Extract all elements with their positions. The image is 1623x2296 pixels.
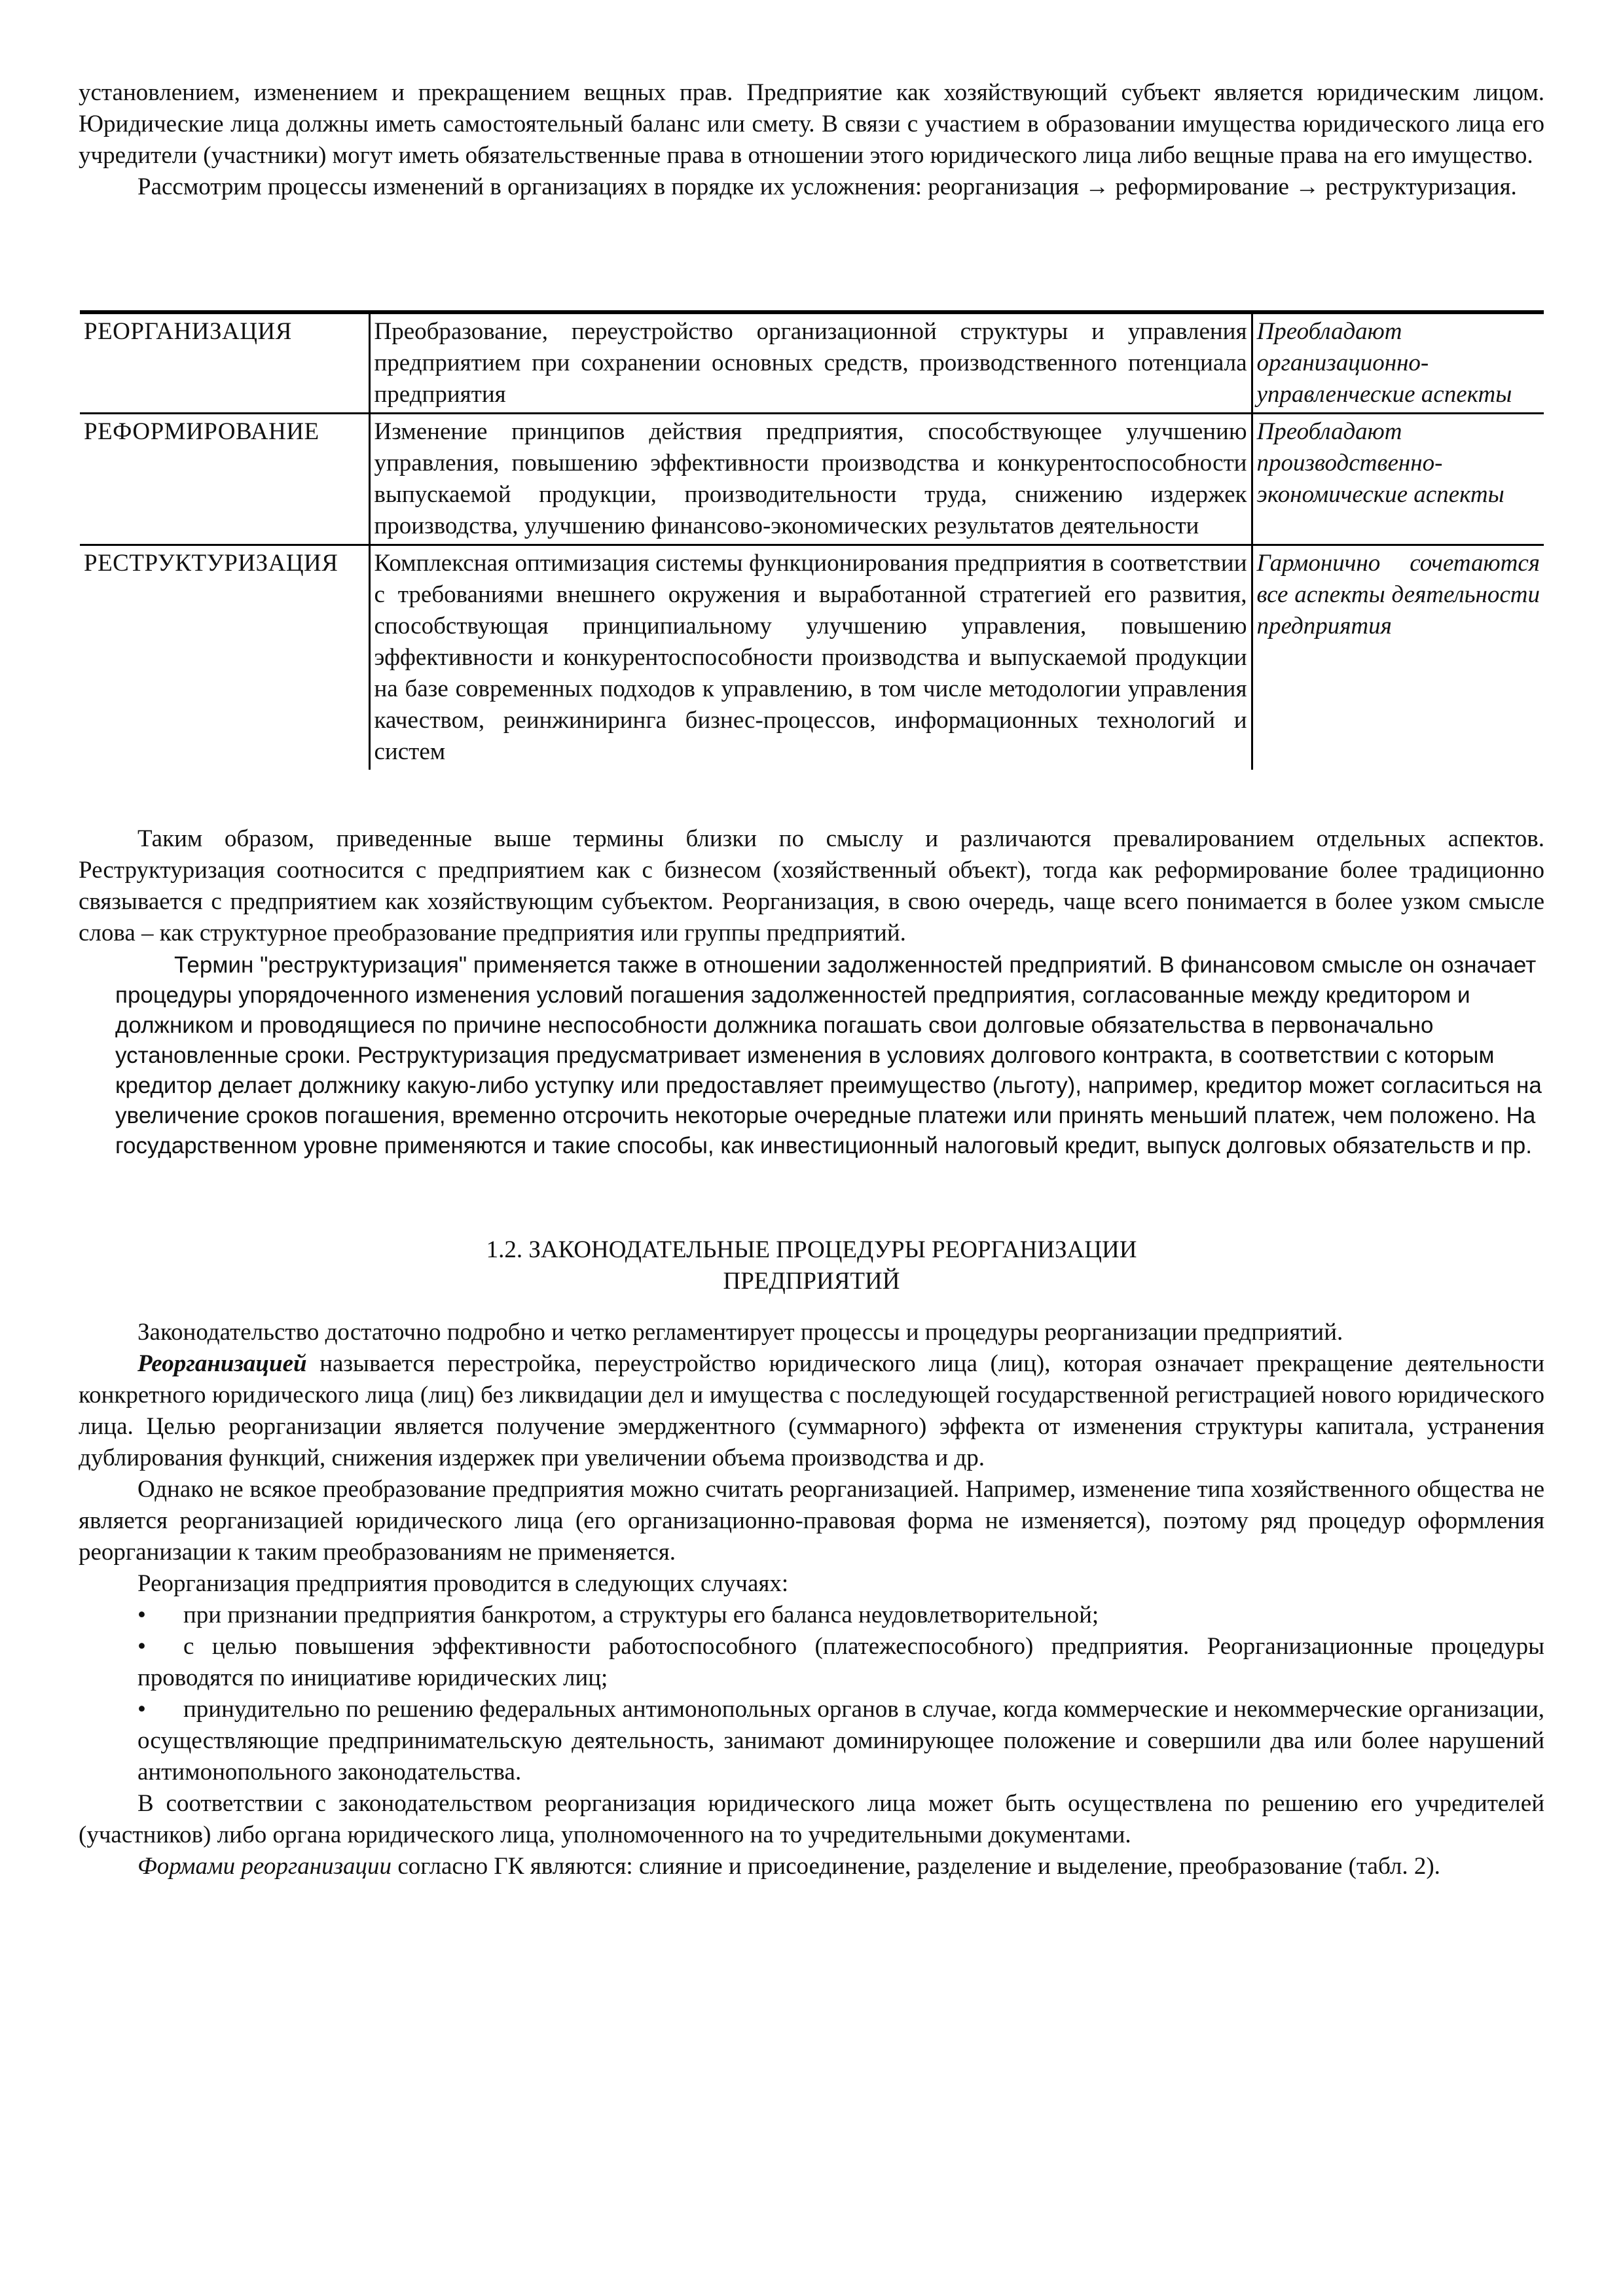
after-table-section <box>79 823 1544 949</box>
aspect-cell: Преобладают организационно-управленческие аспекты <box>1252 312 1544 414</box>
section-paragraph-3: Однако не всякое преобразование предприятия можно считать реорганизацией. Например, изменение типа хозяйственного общества не является реорганизацией юридического лица (его организационно-правовая форма не изменяется), поэтому ряд процедур оформления реорганизации к таким преобразованиям не применяется. <box>79 1476 1544 1566</box>
definition-cell: Изменение принципов действия предприятия, способствующее улучшению управления, повышению эффективности производства и конкурентоспособности выпускаемой продукции, производительности труда, снижению издержек производства, улучшению финансово-экономических результатов деятельности <box>369 414 1252 545</box>
list-item-text: при признании предприятия банкротом, а структуры его баланса неудовлетворительной; <box>183 1602 1099 1628</box>
section-paragraph-2-text: называется перестройка, переустройство юридического лица (лиц), которая означает прекращение деятельности конкретного юридического лица (лиц) без ликвидации дел и имущества с последующей государственной регистрацией нового юридического лица. Целью реорганизации является получение эмерджентного (суммарного) эффекта от изменения структуры капитала, устранения дублирования функций, снижения издержек при увеличении объема производства и др. <box>79 1350 1544 1471</box>
list-item-text: принудительно по решению федеральных антимонопольных органов в случае, когда коммерческие и некоммерческие организации, осуществляющие предпринимательскую деятельность, занимают доминирующее положение и совершили два или более нарушений антимонопольного законодательства. <box>137 1696 1544 1785</box>
section-paragraph-5: В соответствии с законодательством реорганизация юридического лица может быть осуществлена по решению его учредителей (участников) либо органа юридического лица, уполномоченного на то учредительными документами. <box>79 1790 1544 1848</box>
section-paragraph-4: Реорганизация предприятия проводится в следующих случаях: <box>137 1570 789 1597</box>
intro-paragraph-2: Рассмотрим процессы изменений в организациях в порядке их усложнения: реорганизация → реформирование → реструктуризация. <box>137 173 1517 200</box>
bullet-icon: • <box>137 1696 146 1723</box>
section-body <box>79 1317 1544 1882</box>
table-row <box>80 312 1544 414</box>
section-paragraph-6 <box>79 1851 1544 1882</box>
bullet-icon: • <box>137 1602 146 1628</box>
section-paragraph-6-text: согласно ГК являются: слияние и присоединение, разделение и выделение, преобразование (табл. 2). <box>392 1853 1440 1880</box>
debt-restructuring-section <box>115 950 1542 1161</box>
term-cell: РЕСТРУКТУРИЗАЦИЯ <box>80 545 369 770</box>
section-paragraph-2 <box>79 1348 1544 1474</box>
table-row <box>80 545 1544 770</box>
list-item <box>79 1600 1544 1631</box>
section-heading <box>79 1234 1544 1297</box>
intro-paragraph-1: установлением, изменением и прекращением вещных прав. Предприятие как хозяйствующий субъект является юридическим лицом. Юридические лица должны иметь самостоятельный баланс или смету. В связи с участием в образовании имущества юридического лица его учредители (участники) могут иметь обязательственные права в отношении этого юридического лица либо вещные права на его имущество. <box>79 79 1544 169</box>
term-forms: Формами реорганизации <box>137 1853 392 1880</box>
intro-section <box>79 77 1544 203</box>
bullet-icon: • <box>137 1633 146 1660</box>
summary-paragraph: Таким образом, приведенные выше термины близки по смыслу и различаются превалированием отдельных аспектов. Реструктуризация соотносится с предприятием как с бизнесом (хозяйственный объект), тогда как реформирование более традиционно связывается с предприятием как хозяйствующим субъектом. Реорганизация, в свою очередь, чаще всего понимается в более узком смысле слова – как структурное преобразование предприятия или группы предприятий. <box>79 825 1544 946</box>
list-item <box>79 1694 1544 1788</box>
aspect-cell: Преобладают производственно-экономические аспекты <box>1252 414 1544 545</box>
list-item <box>79 1631 1544 1694</box>
section-heading-line-1: 1.2. ЗАКОНОДАТЕЛЬНЫЕ ПРОЦЕДУРЫ РЕОРГАНИЗАЦИИ <box>486 1236 1137 1263</box>
debt-restructuring-paragraph: Термин "реструктуризация" применяется также в отношении задолженностей предприятий. В финансовом смысле он означает процедуры упорядоченного изменения условий погашения задолженностей предприятия, согласованные между кредитором и должником и проводящиеся по причине неспособности должника погашать свои долговые обязательства в первоначально установленные сроки. Реструктуризация предусматривает изменения в условиях долгового контракта, в соответствии с которым кредитор делает должнику какую-либо уступку или предоставляет преимущество (льготу), например, кредитор может согласиться на увеличение сроков погашения, временно отсрочить некоторые очередные платежи или принять меньший платеж, чем положено. На государственном уровне применяются и такие способы, как инвестиционный налоговый кредит, выпуск долговых обязательств и пр. <box>115 952 1542 1158</box>
definition-cell: Преобразование, переустройство организационной структуры и управления предприятием при сохранении основных средств, производственного потенциала предприятия <box>369 312 1252 414</box>
term-cell: РЕФОРМИРОВАНИЕ <box>80 414 369 545</box>
aspect-cell: Гармонично сочетаются все аспекты деятельности предприятия <box>1252 545 1544 770</box>
definition-cell: Комплексная оптимизация системы функционирования предприятия в соответствии с требованиями внешнего окружения и выработанной стратегией его развития, способствующая принципиальному улучшению управления, повышению эффективности и конкурентоспособности производства и выпускаемой продукции на базе современных подходов к управлению, в том числе методологии управления качеством, реинжиниринга бизнес-процессов, информационных технологий и систем <box>369 545 1252 770</box>
section-paragraph-1: Законодательство достаточно подробно и четко регламентирует процессы и процедуры реорганизации предприятий. <box>137 1319 1343 1346</box>
table-row <box>80 414 1544 545</box>
term-reorganization: Реорганизацией <box>137 1350 307 1377</box>
terms-table <box>80 310 1544 770</box>
list-item-text: с целью повышения эффективности работоспособного (платежеспособного) предприятия. Реорганизационные процедуры проводятся по инициативе юридических лиц; <box>137 1633 1544 1691</box>
term-cell: РЕОРГАНИЗАЦИЯ <box>80 312 369 414</box>
section-heading-line-2: ПРЕДПРИЯТИЙ <box>723 1268 900 1295</box>
